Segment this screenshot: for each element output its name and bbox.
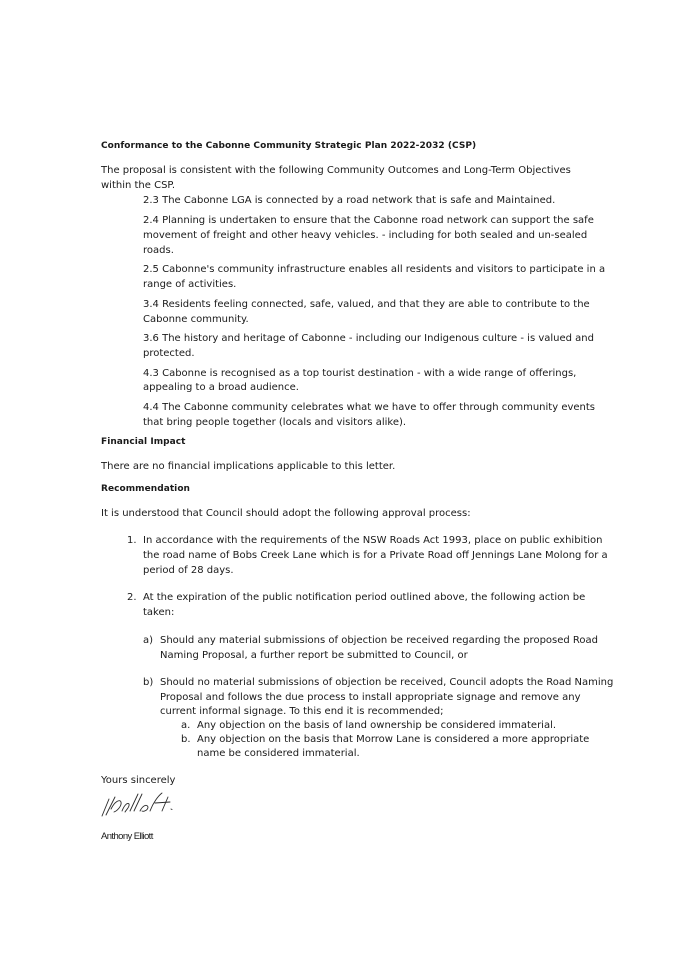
objective-4-3-cont: appealing to a broad audience. (143, 382, 299, 393)
objective-3-4: 3.4 Residents feeling connected, safe, valued, and that they are able to contribute to the (143, 299, 590, 310)
objective-4-4: 4.4 The Cabonne community celebrates what we have to offer through community events (143, 402, 596, 413)
objective-2-4-cont: movement of freight and other heavy vehicles. - including for both sealed and un-sealed (143, 230, 588, 241)
list-item-text: Proposal and follows the due process to install appropriate signage and remove any (160, 692, 581, 703)
intro-text-line: The proposal is consistent with the following Community Outcomes and Long-Term Objectives (101, 165, 571, 176)
objective-2-4: 2.4 Planning is undertaken to ensure that the Cabonne road network can support the safe (143, 215, 594, 226)
objective-2-5-cont: range of activities. (143, 279, 237, 290)
list-item-text: taken: (143, 607, 175, 618)
recommendation-heading: Recommendation (101, 484, 191, 494)
objective-4-4-cont: that bring people together (locals and visitors alike). (143, 417, 407, 428)
closing-text: Yours sincerely (101, 775, 176, 786)
list-item-text: Any objection on the basis of land ownership be considered immaterial. (197, 720, 557, 731)
list-item-text: Should no material submissions of objection be received, Council adopts the Road Naming (160, 677, 614, 688)
objective-4-3: 4.3 Cabonne is recognised as a top tourist destination - with a wide range of offerings, (143, 368, 577, 379)
list-marker: a) (143, 635, 154, 646)
list-item-text: At the expiration of the public notification period outlined above, the following action be (143, 592, 586, 603)
financial-text: There are no financial implications applicable to this letter. (101, 461, 396, 472)
list-item-text: Any objection on the basis that Morrow Lane is considered a more appropriate (197, 734, 590, 745)
list-item-text: Should any material submissions of objection be received regarding the proposed Road (160, 635, 599, 646)
intro-text-line: within the CSP. (101, 180, 176, 191)
objective-3-6: 3.6 The history and heritage of Cabonne - including our Indigenous culture - is valued and (143, 333, 594, 344)
list-marker: 1. (127, 535, 137, 546)
list-item-text: period of 28 days. (143, 565, 234, 576)
list-item-text: the road name of Bobs Creek Lane which is for a Private Road off Jennings Lane Molong for a (143, 550, 608, 561)
objective-3-4-cont: Cabonne community. (143, 314, 249, 325)
list-item-text: name be considered immaterial. (197, 748, 360, 759)
handwritten-signature (100, 791, 190, 821)
csp-heading: Conformance to the Cabonne Community Strategic Plan 2022-2032 (CSP) (101, 141, 477, 151)
list-marker: b) (143, 677, 154, 688)
objective-2-5: 2.5 Cabonne's community infrastructure enables all residents and visitors to participate in a (143, 264, 606, 275)
list-marker: a. (181, 720, 191, 731)
list-item-text: current informal signage. To this end it is recommended; (160, 706, 444, 717)
recommendation-intro: It is understood that Council should adopt the following approval process: (101, 508, 471, 519)
list-item-text: In accordance with the requirements of the NSW Roads Act 1993, place on public exhibition (143, 535, 603, 546)
list-marker: 2. (127, 592, 137, 603)
objective-3-6-cont: protected. (143, 348, 195, 359)
list-marker: b. (181, 734, 191, 745)
list-item-text: Naming Proposal, a further report be submitted to Council, or (160, 650, 468, 661)
signatory-name: Anthony Elliott (101, 831, 153, 842)
objective-2-4-cont: roads. (143, 245, 174, 256)
objective-2-3: 2.3 The Cabonne LGA is connected by a road network that is safe and Maintained. (143, 195, 556, 206)
financial-heading: Financial Impact (101, 437, 186, 447)
